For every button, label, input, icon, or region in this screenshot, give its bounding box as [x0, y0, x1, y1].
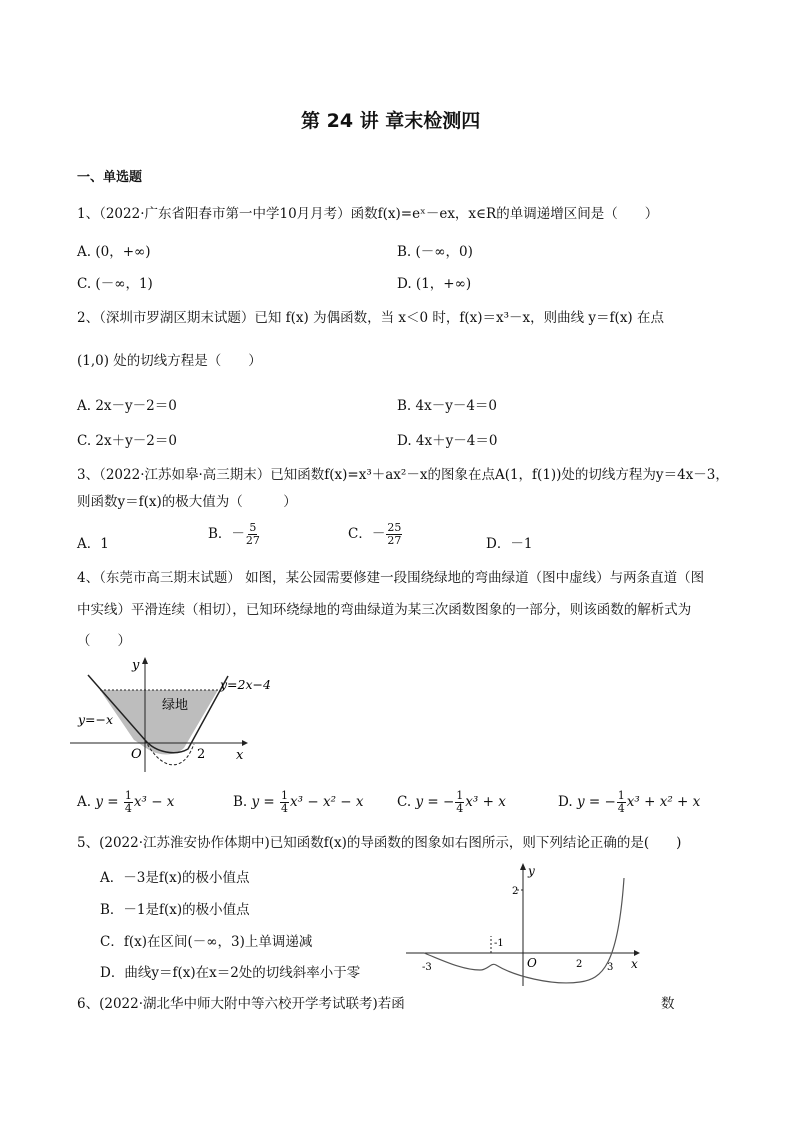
q4-y-arrow [142, 657, 148, 664]
q4-option-a-den: 4 [124, 802, 132, 815]
q4-tick-2: 2 [197, 747, 206, 762]
q2-option-b[interactable]: B. 4x－y－4＝0 [397, 398, 498, 414]
section-heading: 一、单选题 [77, 170, 143, 185]
q1-option-c[interactable]: C. (－∞，1) [77, 276, 153, 292]
q1-option-b[interactable]: B. (－∞，0) [397, 244, 473, 260]
q2-option-a[interactable]: A. 2x－y－2＝0 [77, 398, 177, 414]
q4-option-a-fraction [124, 790, 133, 815]
q4-option-d-post: x³ + x² + x [626, 794, 701, 810]
page-title: 第 24 讲 章末检测四 [301, 110, 481, 132]
q3-option-c-den: 27 [387, 534, 402, 547]
q5-stem: 5、(2022·江苏淮安协作体期中)已知函数f(x)的导函数的图象如右图所示，则下列结论正确的是( ) [77, 835, 682, 851]
q4-option-c-fraction [455, 790, 464, 815]
q4-option-b-pre: y = [251, 794, 280, 810]
q3-stem-line2: 则函数y＝f(x)的极大值为（ ） [77, 494, 297, 510]
q4-option-d-fraction [617, 790, 626, 815]
q3-option-b-num: 5 [249, 521, 257, 534]
q4-x-label: x [236, 748, 244, 763]
q3-option-a-prefix: A． [77, 536, 101, 552]
q5-figure [402, 858, 652, 988]
q4-option-d-pre: y = − [576, 794, 616, 810]
q5-origin-label: O [527, 956, 537, 970]
q2-stem-line2: (1,0) 处的切线方程是（ ） [77, 353, 262, 369]
q4-option-a-num: 1 [124, 789, 132, 802]
q3-option-c-fraction [386, 522, 402, 547]
q3-option-c-num: 25 [387, 521, 402, 534]
q3-option-d-prefix: D． [486, 536, 511, 552]
q4-option-b-post: x³ − x² − x [290, 794, 364, 810]
q4-option-a-label: A. [77, 794, 92, 810]
q6-stem: 6、(2022·湖北华中师大附中等六校开学考试联考)若函 [77, 996, 405, 1012]
q5-derivative-curve [424, 878, 624, 983]
q1-option-a[interactable]: A. (0，+∞) [77, 244, 151, 260]
q4-option-b-label: B. [233, 794, 248, 810]
q3-option-b-fraction [246, 522, 260, 547]
q3-option-d[interactable] [486, 532, 532, 552]
q6-stem-tail: 数 [661, 996, 675, 1012]
q4-region-shape [100, 690, 218, 754]
q4-option-d-den: 4 [617, 802, 625, 815]
q5-y-label: y [528, 864, 535, 878]
q4-option-c-num: 1 [456, 789, 464, 802]
q4-option-a-post: x³ − x [133, 794, 175, 810]
q5-tick-x2: 2 [576, 959, 583, 970]
q2-stem-line1: 2、（深圳市罗湖区期末试题）已知 f(x) 为偶函数，当 x＜0 时，f(x)＝x³－x，则曲线 y＝f(x) 在点 [77, 310, 664, 326]
q5-y-arrow [520, 863, 526, 870]
q4-option-c-post: x³ + x [465, 794, 506, 810]
q4-option-b[interactable] [233, 790, 364, 815]
q2-option-c[interactable]: C. 2x＋y－2＝0 [77, 433, 177, 449]
q4-option-b-num: 1 [281, 789, 289, 802]
q3-option-d-text: －1 [510, 536, 533, 552]
q5-option-b[interactable]: B．－1是f(x)的极小值点 [100, 902, 250, 918]
q1-stem: 1、（2022·广东省阳春市第一中学10月月考）函数f(x)=eˣ－ex，x∈R的单调递增区间是（ ） [77, 206, 659, 222]
q4-option-c-label: C. [397, 794, 412, 810]
q4-option-a-pre: y = [95, 794, 123, 810]
q5-tick-y2: 2 [512, 886, 519, 897]
q5-x-label: x [631, 957, 638, 971]
q3-option-a[interactable] [77, 532, 109, 552]
q2-option-d[interactable]: D. 4x＋y－4＝0 [397, 433, 498, 449]
q4-stem-line3: （ ） [77, 633, 131, 649]
q3-option-a-text: 1 [100, 536, 109, 552]
q4-option-d-label: D. [558, 794, 573, 810]
q3-option-c-prefix: C．－ [348, 526, 386, 542]
q3-option-b-prefix: B．－ [208, 526, 245, 542]
q4-figure [66, 652, 286, 776]
q5-tick-x3: 3 [607, 962, 614, 973]
q3-option-b-den: 27 [245, 534, 260, 547]
q4-right-line-label: y=2x−4 [220, 677, 271, 692]
q4-option-c[interactable] [397, 790, 506, 815]
q4-option-a[interactable] [77, 790, 174, 815]
q3-option-b[interactable] [208, 522, 261, 547]
q5-option-a[interactable]: A．－3是f(x)的极小值点 [100, 870, 250, 886]
q4-region-label: 绿地 [162, 698, 189, 713]
q4-option-c-pre: y = − [415, 794, 455, 810]
q4-option-b-den: 4 [281, 802, 289, 815]
q4-option-b-fraction [280, 790, 289, 815]
q4-x-arrow [242, 740, 248, 746]
q1-option-d[interactable]: D. (1，+∞) [397, 276, 472, 292]
q5-x-arrow [634, 950, 640, 956]
q4-y-label: y [132, 658, 140, 673]
q5-tick-neg1: -1 [494, 938, 504, 949]
q3-stem-line1: 3、（2022·江苏如皋·高三期末）已知函数f(x)=x³＋ax²－x的图象在点A(1，f(1))处的切线方程为y＝4x－3， [77, 467, 729, 483]
q5-option-d[interactable]: D．曲线y＝f(x)在x＝2处的切线斜率小于零 [100, 965, 361, 981]
q3-option-c[interactable] [348, 522, 403, 547]
q4-stem-line1: 4、（东莞市高三期末试题） 如图，某公园需要修建一段围绕绿地的弯曲绿道（图中虚线）与两条直道（图 [77, 570, 705, 586]
q4-option-d[interactable] [558, 790, 700, 815]
q5-tick-neg3: -3 [422, 962, 432, 973]
q4-stem-line2: 中实线）平滑连续（相切），已知环绕绿地的弯曲绿道为某三次函数图象的一部分，则该函数的解析式为 [77, 602, 692, 618]
q4-option-c-den: 4 [456, 802, 464, 815]
q4-option-d-num: 1 [617, 789, 625, 802]
q4-origin-label: O [131, 747, 142, 762]
q4-left-line-label: y=−x [78, 712, 114, 727]
q5-option-c[interactable]: C．f(x)在区间(－∞，3)上单调递减 [100, 934, 313, 950]
